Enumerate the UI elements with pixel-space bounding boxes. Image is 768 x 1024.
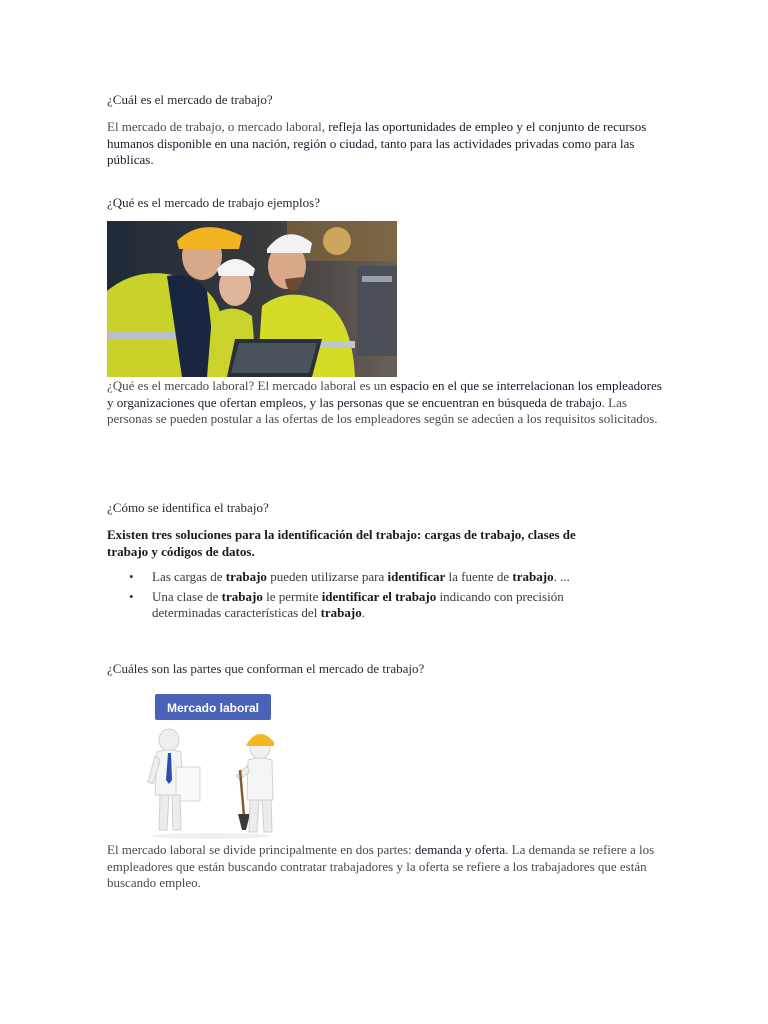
- question-heading-4: ¿Cuáles son las partes que conforman el mercado de trabajo?: [107, 661, 425, 676]
- bullet-2-text: Una clase de: [152, 589, 222, 604]
- bullet-1-bold: trabajo: [512, 569, 554, 584]
- bullet-1-text: Las cargas de: [152, 569, 226, 584]
- answer-paragraph-2: [107, 378, 667, 428]
- workers-photo: [107, 221, 397, 377]
- bullet-1-text: pueden utilizarse para: [266, 569, 388, 584]
- list-item: [107, 589, 627, 621]
- answer-4-text-c: . La demanda se refiere a los empleadores que están buscando contratar trabajadores y la oferta se refiere a los trabajadores que están buscando empleo.: [107, 842, 655, 890]
- answer-4-text-a: El mercado laboral se divide principalmente en dos partes:: [107, 842, 415, 857]
- answer-2-text-c: . Las personas se pueden postular a las ofertas de los empleadores según se adecúen a los requisitos solicitados.: [107, 394, 658, 426]
- bullet-1-bold: identificar: [387, 569, 446, 584]
- list-item: [107, 569, 627, 585]
- illustration-label: Mercado laboral: [166, 701, 260, 715]
- question-heading-2: ¿Qué es el mercado de trabajo ejemplos?: [107, 195, 320, 210]
- bullet-2-text: le permite: [262, 589, 322, 604]
- answer-2-text-a: ¿Qué es el mercado laboral? El mercado laboral es un: [107, 378, 390, 393]
- bullet-2-bold: trabajo: [320, 605, 362, 620]
- bullet-2-bold: trabajo: [221, 589, 263, 604]
- question-heading-1: ¿Cuál es el mercado de trabajo?: [107, 92, 273, 107]
- answer-paragraph-4: [107, 842, 667, 892]
- bullet-icon: •: [129, 589, 134, 604]
- bullet-icon: •: [129, 569, 134, 584]
- bullet-1-text: . ...: [553, 569, 570, 584]
- bullet-2-bold: identificar el trabajo: [321, 589, 437, 604]
- answer-paragraph-1: [107, 119, 667, 169]
- question-heading-3: ¿Cómo se identifica el trabajo?: [107, 500, 269, 515]
- answer-2-text-b: espacio en el que se interrelacionan los empleadores y organizaciones que ofertan empleos, y las personas que se encuentran en búsqueda de trabajo: [107, 378, 662, 410]
- identification-list: [107, 569, 627, 625]
- answer-1-text-b: refleja las oportunidades de empleo y el conjunto de recursos humanos disponible en una nación, región o ciudad, tanto para las actividades privadas como para las públicas.: [107, 119, 647, 167]
- bullet-2-text: indicando con precisión determinadas características del: [152, 589, 564, 620]
- answer-1-text-a: El mercado de trabajo, o mercado laboral,: [107, 119, 329, 134]
- bullet-1-text: la fuente de: [445, 569, 513, 584]
- answer-4-text-b: demanda y oferta: [414, 842, 506, 857]
- identification-lead: Existen tres soluciones para la identificación del trabajo: cargas de trabajo, clases de trabajo y códigos de datos.: [107, 527, 576, 559]
- bullet-1-bold: trabajo: [225, 569, 267, 584]
- bullet-2-text: .: [361, 605, 365, 620]
- labor-market-illustration: [136, 690, 286, 840]
